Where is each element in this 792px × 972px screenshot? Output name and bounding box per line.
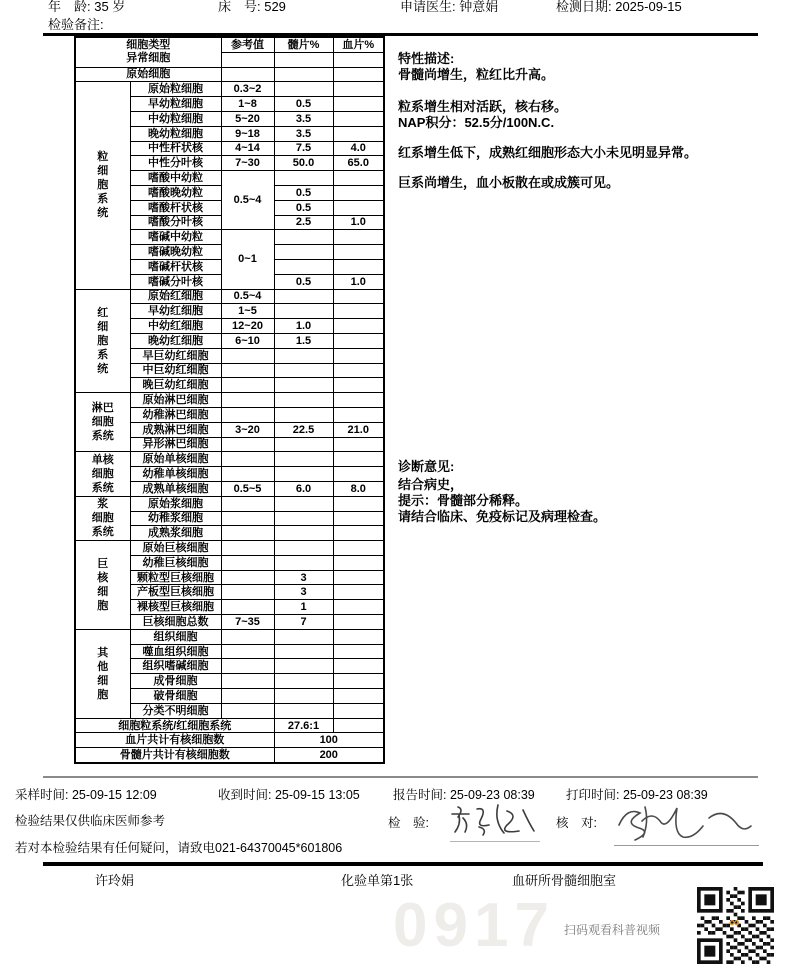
cell-value [333, 363, 384, 378]
cell-ref [221, 511, 274, 526]
cell-value [333, 171, 384, 186]
cell-name: 成熟浆细胞 [130, 526, 221, 541]
disclaimer-text: 检验结果仅供临床医师参考 [15, 814, 166, 828]
cell-value: 3.5 [274, 126, 333, 141]
description-line: 骨髓尚增生，粒红比升高。 [398, 67, 555, 82]
cell-name: 嗜酸分叶核 [130, 215, 221, 230]
print-time: 打印时间: 25-09-23 08:39 [566, 788, 708, 802]
cell-name: 噬血组织细胞 [130, 644, 221, 659]
cell-ref: 5~20 [221, 111, 274, 126]
description-line: NAP积分：52.5分/100N.C. [398, 115, 555, 130]
qr-center-mark: ∞ [729, 914, 740, 931]
cell-value [333, 585, 384, 600]
cell-ref [221, 629, 274, 644]
cell-value [333, 541, 384, 556]
cell-value [333, 452, 384, 467]
cell-value [274, 52, 333, 67]
received-time: 收到时间: 25-09-15 13:05 [218, 788, 360, 802]
cell-type-label: 细胞类型 [126, 39, 171, 52]
cell-value: 0.5 [274, 185, 333, 200]
cell-name: 分类不明细胞 [130, 703, 221, 718]
cell-name: 原始红细胞 [130, 289, 221, 304]
cell-ref: 0.5~4 [221, 289, 274, 304]
check-label: 核 对: [556, 816, 597, 830]
cell-ref: 1~5 [221, 304, 274, 319]
cell-value [333, 393, 384, 408]
table-row [75, 718, 384, 733]
cell-value [274, 289, 333, 304]
cell-value: 6.0 [274, 481, 333, 496]
table-header-row [75, 37, 384, 52]
cell-name: 原始单核细胞 [130, 452, 221, 467]
cell-ref [221, 526, 274, 541]
cell-value [274, 259, 333, 274]
cell-ref [221, 452, 274, 467]
cell-name: 嗜碱中幼粒 [130, 230, 221, 245]
cell-name: 成骨细胞 [130, 674, 221, 689]
table-row [75, 748, 384, 763]
cell-value [333, 555, 384, 570]
cell-value [333, 526, 384, 541]
remark-label: 检验备注: [48, 17, 104, 32]
summary-label: 细胞粒系统/红细胞系统 [75, 718, 274, 733]
cell-value [333, 467, 384, 482]
cell-name: 异形淋巴细胞 [130, 437, 221, 452]
cell-ref [221, 659, 274, 674]
footer-name: 许玲娟 [95, 873, 135, 888]
blood-header: 血片% [333, 37, 384, 52]
cell-value [333, 82, 384, 97]
cell-ref: 0.5~4 [221, 171, 274, 230]
cell-value [221, 67, 274, 82]
cell-name: 中巨幼红细胞 [130, 363, 221, 378]
cell-value: 7.5 [274, 141, 333, 156]
cell-ref [221, 407, 274, 422]
cell-name: 幼稚淋巴细胞 [130, 407, 221, 422]
cell-name: 晚巨幼红细胞 [130, 378, 221, 393]
cell-value [274, 82, 333, 97]
cell-value: 1.0 [333, 215, 384, 230]
cell-ref [221, 363, 274, 378]
cell-name: 成熟单核细胞 [130, 481, 221, 496]
table-row [75, 452, 384, 467]
cell-name: 组织细胞 [130, 629, 221, 644]
cell-value [274, 659, 333, 674]
cell-value [274, 67, 333, 82]
cell-value [333, 703, 384, 718]
ref-header: 参考值 [221, 37, 274, 52]
cell-value: 8.0 [333, 481, 384, 496]
cell-name: 原始浆细胞 [130, 496, 221, 511]
cell-value [333, 52, 384, 67]
cell-ref: 0.5~5 [221, 481, 274, 496]
phone-note: 若对本检验结果有任何疑问，请致电021-64370045*601806 [15, 841, 343, 855]
cell-ref: 7~30 [221, 156, 274, 171]
table-row [75, 289, 384, 304]
cell-value [274, 437, 333, 452]
cell-name: 早幼红细胞 [130, 304, 221, 319]
cell-name: 幼稚巨核细胞 [130, 555, 221, 570]
cell-value [333, 644, 384, 659]
cell-value [274, 452, 333, 467]
cell-name: 晚幼粒细胞 [130, 126, 221, 141]
report-time: 报告时间: 25-09-23 08:39 [393, 788, 535, 802]
cell-value: 0.5 [274, 200, 333, 215]
cell-value: 2.5 [274, 215, 333, 230]
cell-value [333, 437, 384, 452]
description-line: 粒系增生相对活跃，核右移。 [398, 99, 568, 114]
cell-value: 100 [274, 733, 384, 748]
cell-value [274, 674, 333, 689]
cell-value [333, 97, 384, 112]
cell-value [333, 185, 384, 200]
cell-ref [221, 541, 274, 556]
cell-value [274, 348, 333, 363]
cell-value [333, 600, 384, 615]
cell-name: 嗜酸杆状核 [130, 200, 221, 215]
cell-ref [221, 644, 274, 659]
cell-name: 早幼粒细胞 [130, 97, 221, 112]
cell-value [274, 230, 333, 245]
cell-ref [221, 393, 274, 408]
diagnosis-title: 诊断意见: [398, 459, 455, 474]
request-doctor-field: 申请医生: 钟意娟 [400, 0, 499, 14]
cell-value [333, 245, 384, 260]
cell-ref: 4~14 [221, 141, 274, 156]
cell-type-header [75, 37, 221, 67]
cell-name: 组织嗜碱细胞 [130, 659, 221, 674]
cell-name: 中性杆状核 [130, 141, 221, 156]
cell-value: 3 [274, 585, 333, 600]
marrow-header: 髓片% [274, 37, 333, 52]
group-label: 浆 细胞 系统 [75, 496, 130, 540]
cell-ref: 1~8 [221, 97, 274, 112]
cell-ref [221, 378, 274, 393]
cell-name: 产板型巨核细胞 [130, 585, 221, 600]
summary-label: 血片共计有核细胞数 [75, 733, 274, 748]
cell-value [274, 245, 333, 260]
cell-ref [221, 585, 274, 600]
group-label: 粒 细 胞 系 统 [75, 82, 130, 289]
cell-value [333, 689, 384, 704]
cell-ref: 7~35 [221, 615, 274, 630]
cell-value [274, 407, 333, 422]
cell-value: 22.5 [274, 422, 333, 437]
cell-value: 4.0 [333, 141, 384, 156]
description-line: 巨系尚增生，血小板散在或成簇可见。 [398, 175, 620, 190]
cell-name: 嗜碱杆状核 [130, 259, 221, 274]
cell-value [333, 496, 384, 511]
cell-value: 1.0 [333, 274, 384, 289]
cell-value [274, 467, 333, 482]
sheet-number: 化验单第1张 [341, 873, 414, 888]
cell-value [333, 111, 384, 126]
cell-value [333, 378, 384, 393]
cell-ref [221, 674, 274, 689]
age-field: 年 龄: 35 岁 [48, 0, 126, 14]
cell-value [221, 52, 274, 67]
cell-name: 裸核型巨核细胞 [130, 600, 221, 615]
verify-signature [450, 801, 540, 842]
cell-value [333, 659, 384, 674]
diagnosis-line: 结合病史， [398, 477, 464, 492]
cell-value [333, 67, 384, 82]
cell-value: 1.5 [274, 333, 333, 348]
cell-value [333, 407, 384, 422]
cell-value: 7 [274, 615, 333, 630]
cell-value [274, 378, 333, 393]
cell-value [274, 171, 333, 186]
cell-value [333, 126, 384, 141]
cell-ref [221, 496, 274, 511]
cell-name: 嗜碱晚幼粒 [130, 245, 221, 260]
cell-value [333, 570, 384, 585]
cell-value [274, 511, 333, 526]
cell-value [274, 689, 333, 704]
group-label: 红 细 胞 系 统 [75, 289, 130, 393]
abnormal-cell-label: 异常细胞 [126, 52, 171, 65]
cell-ref: 12~20 [221, 319, 274, 334]
description-title: 特性描述: [398, 51, 455, 66]
cell-value: 3.5 [274, 111, 333, 126]
cell-value [333, 230, 384, 245]
cell-ref [221, 600, 274, 615]
table-row [75, 733, 384, 748]
cell-value [274, 393, 333, 408]
cell-name: 原始淋巴细胞 [130, 393, 221, 408]
cell-name: 晚幼红细胞 [130, 333, 221, 348]
cell-name: 中幼粒细胞 [130, 111, 221, 126]
cell-value [333, 319, 384, 334]
cell-value [274, 363, 333, 378]
cell-value [333, 200, 384, 215]
cell-name: 巨核细胞总数 [130, 615, 221, 630]
bottom-divider [43, 862, 763, 866]
cell-value [274, 644, 333, 659]
watermark-text: 0917 [393, 891, 555, 960]
cell-value [274, 541, 333, 556]
cell-ref [221, 437, 274, 452]
department-name: 血研所骨髓细胞室 [512, 873, 617, 888]
bed-number-field: 床 号: 529 [218, 0, 286, 14]
cell-ref: 9~18 [221, 126, 274, 141]
cell-value: 0.5 [274, 97, 333, 112]
cell-name: 原始粒细胞 [130, 82, 221, 97]
group-label: 单核 细胞 系统 [75, 452, 130, 496]
cell-value [274, 703, 333, 718]
cell-value: 21.0 [333, 422, 384, 437]
cell-name: 中幼红细胞 [130, 319, 221, 334]
verify-label: 检 验: [388, 816, 429, 830]
cell-value [333, 674, 384, 689]
cell-value [333, 259, 384, 274]
table-row [75, 82, 384, 97]
cell-value [333, 718, 384, 733]
group-label: 淋巴 细胞 系统 [75, 393, 130, 452]
cell-name: 破骨细胞 [130, 689, 221, 704]
check-signature [614, 799, 759, 846]
cell-ref [221, 689, 274, 704]
cell-value [274, 629, 333, 644]
cell-name: 早巨幼红细胞 [130, 348, 221, 363]
cell-value [333, 304, 384, 319]
cell-name: 原始细胞 [75, 67, 221, 82]
cell-name: 嗜碱分叶核 [130, 274, 221, 289]
cell-name: 嗜酸中幼粒 [130, 171, 221, 186]
cell-name: 嗜酸晚幼粒 [130, 185, 221, 200]
cell-value [333, 615, 384, 630]
group-label: 其 他 细 胞 [75, 629, 130, 718]
cell-value: 65.0 [333, 156, 384, 171]
cell-value: 0.5 [274, 274, 333, 289]
cell-ref: 6~10 [221, 333, 274, 348]
cell-value: 200 [274, 748, 384, 763]
cell-value [333, 511, 384, 526]
qr-caption: 扫码观看科普视频 [564, 923, 661, 937]
cell-name: 原始巨核细胞 [130, 541, 221, 556]
cell-value [333, 629, 384, 644]
table-row [75, 67, 384, 82]
summary-label: 骨髓片共计有核细胞数 [75, 748, 274, 763]
diagnosis-line: 请结合临床、免疫标记及病理检查。 [398, 509, 607, 524]
cell-ref [221, 348, 274, 363]
cell-value [333, 333, 384, 348]
diagnosis-line: 提示：骨髓部分稀释。 [398, 493, 529, 508]
table-row [75, 629, 384, 644]
cell-value: 50.0 [274, 156, 333, 171]
cell-ref: 3~20 [221, 422, 274, 437]
cell-ref [221, 703, 274, 718]
cell-value [274, 526, 333, 541]
cell-table [74, 36, 385, 764]
cell-ref: 0~1 [221, 230, 274, 289]
table-row [75, 496, 384, 511]
cell-value: 1 [274, 600, 333, 615]
cell-value [274, 304, 333, 319]
cell-ref [221, 555, 274, 570]
cell-value: 1.0 [274, 319, 333, 334]
cell-ref [221, 467, 274, 482]
table-row [75, 541, 384, 556]
cell-value: 27.6:1 [274, 718, 333, 733]
cell-ref [221, 570, 274, 585]
cell-value [274, 555, 333, 570]
table-row [75, 393, 384, 408]
cell-name: 成熟淋巴细胞 [130, 422, 221, 437]
footer-divider [43, 776, 758, 778]
cell-value: 3 [274, 570, 333, 585]
cell-value [333, 348, 384, 363]
cell-value [333, 289, 384, 304]
sampling-time: 采样时间: 25-09-15 12:09 [15, 788, 157, 802]
cell-name: 幼稚浆细胞 [130, 511, 221, 526]
cell-name: 幼稚单核细胞 [130, 467, 221, 482]
description-line: 红系增生低下，成熟红细胞形态大小未见明显异常。 [398, 145, 698, 160]
cell-ref: 0.3~2 [221, 82, 274, 97]
cell-value [274, 496, 333, 511]
group-label: 巨 核 细 胞 [75, 541, 130, 630]
cell-name: 中性分叶核 [130, 156, 221, 171]
cell-name: 颗粒型巨核细胞 [130, 570, 221, 585]
test-date-field: 检测日期: 2025-09-15 [556, 0, 682, 14]
